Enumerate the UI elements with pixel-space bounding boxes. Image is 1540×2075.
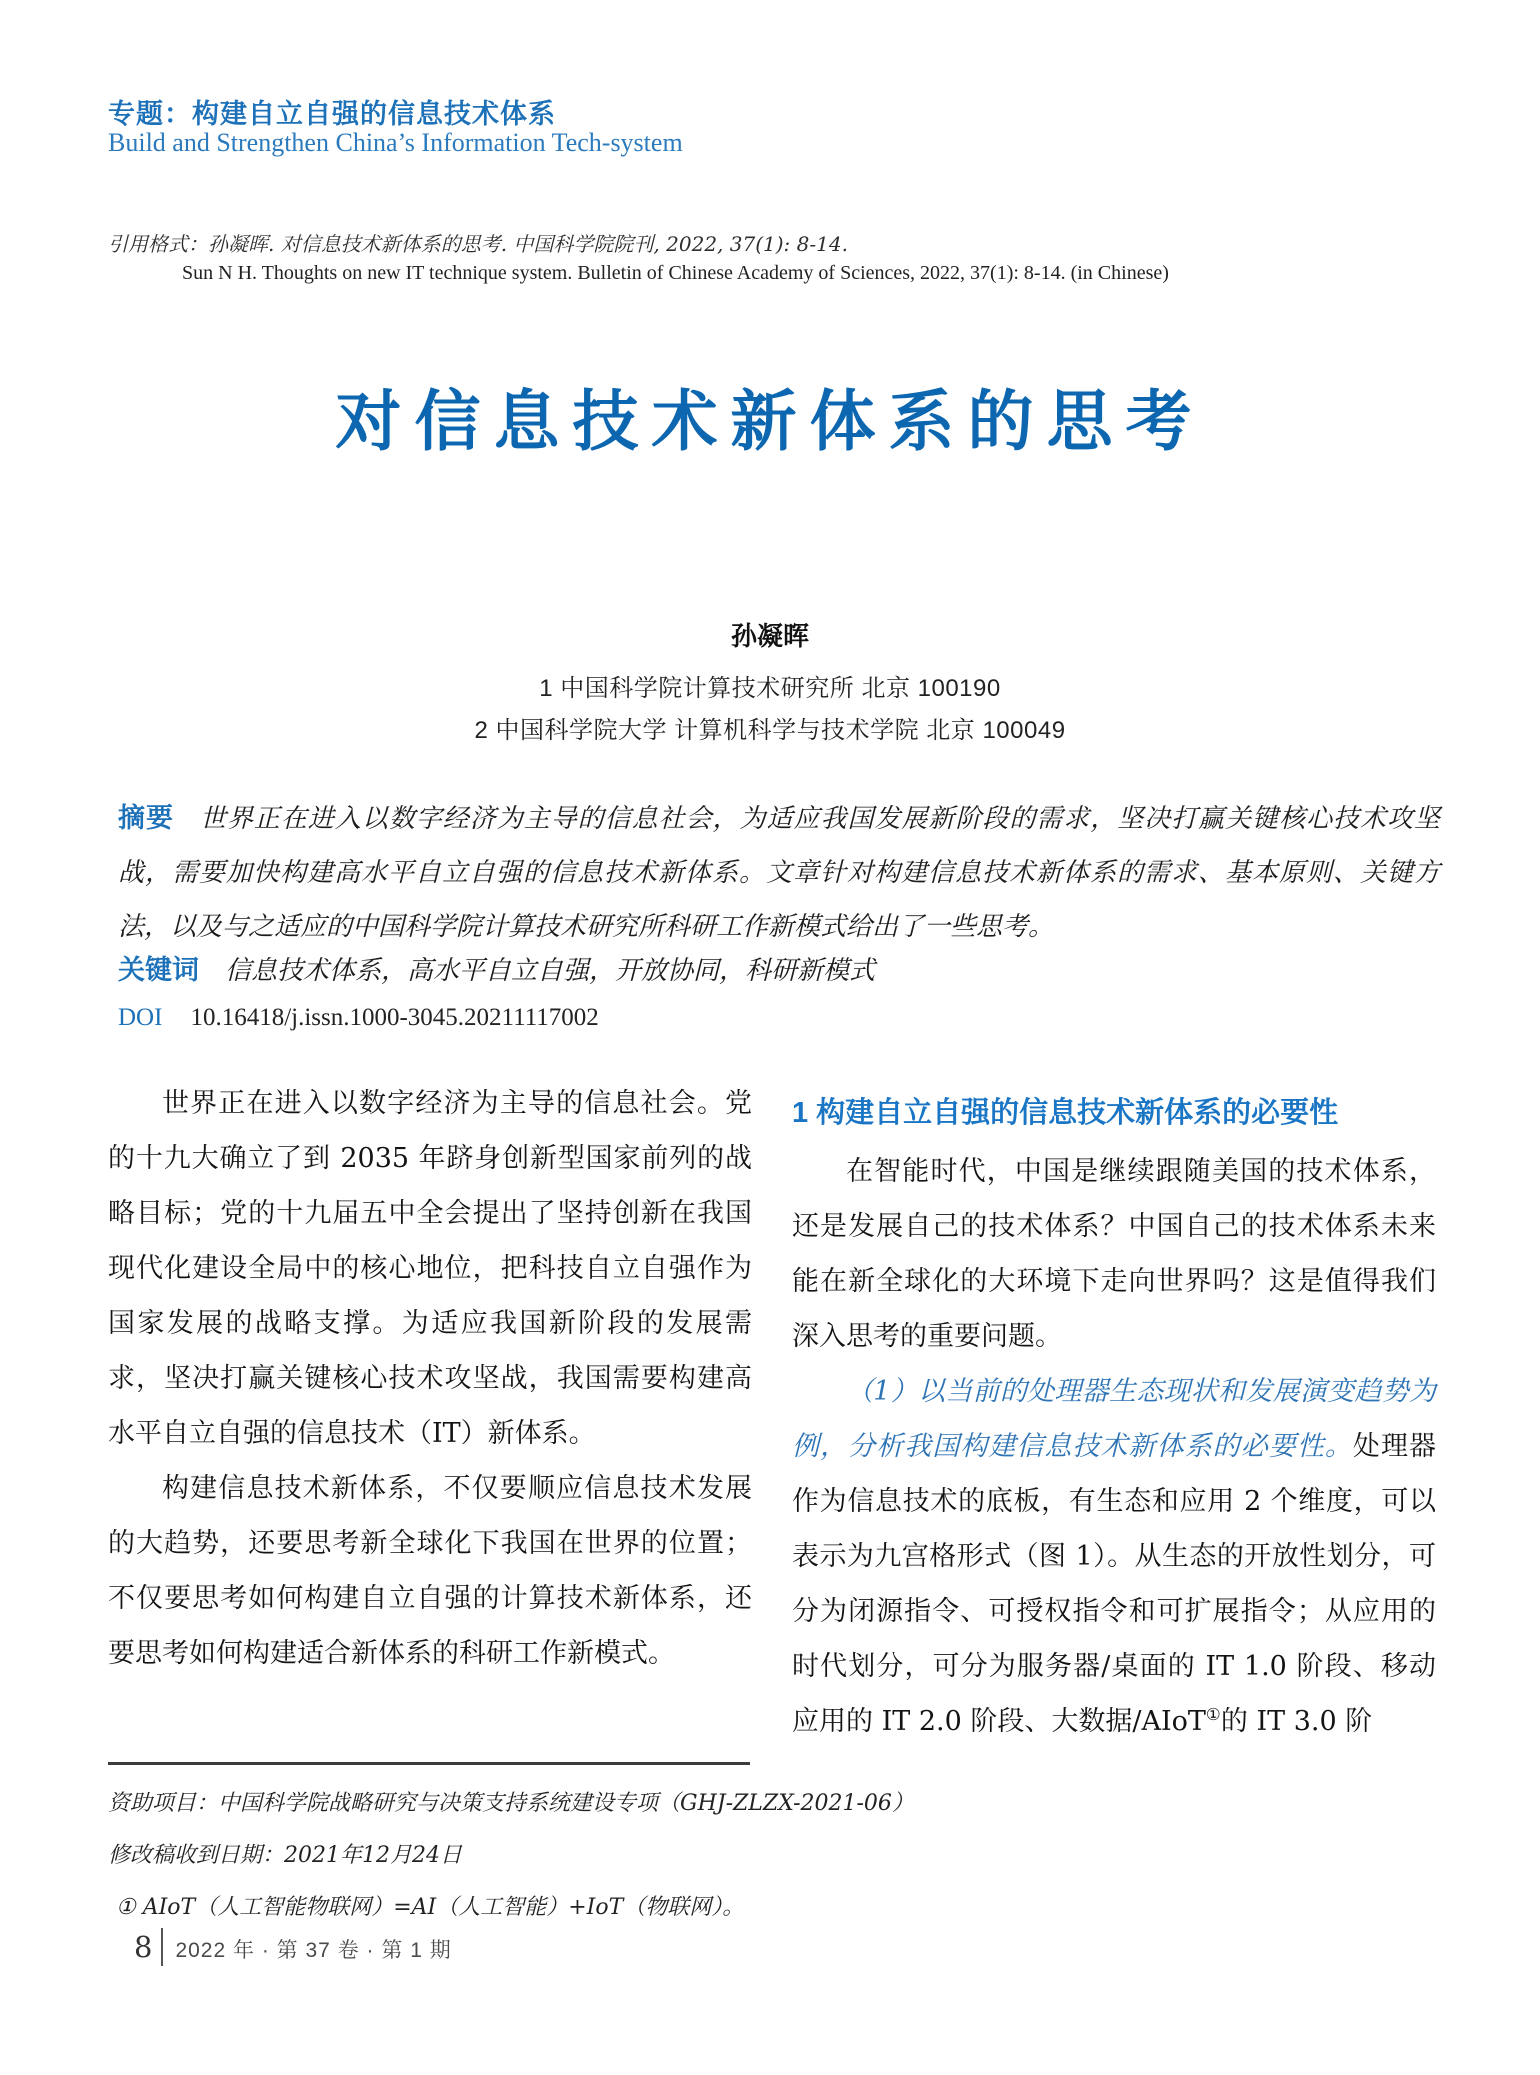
paragraph-build-system: 构建信息技术新体系，不仅要顺应信息技术发展的大趋势，还要思考新全球化下我国在世界的位置；不仅要思考如何构建自立自强的计算技术新体系，还要思考如何构建适合新体系的科研工作新模式。	[108, 1473, 752, 1669]
citation-line-en: Sun N H. Thoughts on new IT technique system. Bulletin of Chinese Academy of Sciences, 2022, 37(1): 8-14. (in Chinese)	[182, 262, 1169, 284]
footer-divider-bar	[161, 1928, 163, 1966]
paragraph-lead-blue: （1）以当前的处理器生态现状和发展演变趋势为例，分析我国构建信息技术新体系的必要性。	[792, 1376, 1436, 1462]
paragraph-intro: 世界正在进入以数字经济为主导的信息社会。党的十九大确立了到 2035 年跻身创新型国家前列的战略目标；党的十九届五中全会提出了坚持创新在我国现代化建设全局中的核心地位，把科技自立自强作为国家发展的战略支撑。为适应我国新阶段的发展需求，坚决打赢关键核心技术攻坚战，我国需要构建高水平自立自强的信息技术（IT）新体系。	[108, 1088, 752, 1449]
paragraph-processor-body: 处理器作为信息技术的底板，有生态和应用 2 个维度，可以表示为九宫格形式（图 1）。从生态的开放性划分，可分为闭源指令、可授权指令和可扩展指令；从应用的时代划分，可分为服务器/桌面的 IT 1.0 阶段、移动应用的 IT 2.0 阶段、大数据/AIoT	[792, 1431, 1437, 1737]
paragraph-smart-era: 在智能时代，中国是继续跟随美国的技术体系，还是发展自己的技术体系？中国自己的技术体系未来能在新全球化的大环境下走向世界吗？这是值得我们深入思考的重要问题。	[792, 1156, 1436, 1352]
author-name: 孙凝晖	[730, 621, 809, 651]
keywords-text: 信息技术体系，高水平自立自强，开放协同，科研新模式	[225, 956, 876, 986]
body-columns	[108, 1076, 1436, 1749]
keywords-label: 关键词	[118, 955, 199, 985]
footnote-divider	[108, 1762, 750, 1765]
aiot-footnote: ① AIoT（人工智能物联网）=AI（人工智能）+IoT（物联网）。	[116, 1895, 745, 1920]
funding-note: 资助项目：中国科学院战略研究与决策支持系统建设专项（GHJ-ZLZX-2021-06）	[108, 1791, 914, 1816]
paragraph-processor-ecosystem	[792, 1364, 1436, 1749]
page-number: 8	[134, 1930, 153, 1964]
footnote-ref-1: ①	[1205, 1704, 1221, 1724]
revision-date-note: 修改稿收到日期：2021年12月24日	[108, 1843, 462, 1868]
paragraph-processor-tail: 的 IT 3.0 阶	[1220, 1706, 1373, 1737]
body-right-column	[792, 1076, 1436, 1749]
citation-line-cn: 孙凝晖. 对信息技术新体系的思考. 中国科学院院刊, 2022, 37(1): 8-14.	[208, 232, 848, 256]
citation-label: 引用格式：	[108, 232, 208, 256]
abstract-label: 摘要	[118, 803, 174, 833]
affiliation-1: 1 中国科学院计算技术研究所 北京 100190	[539, 675, 1001, 702]
page-footer	[134, 1928, 452, 1966]
doi-label: DOI	[118, 1004, 163, 1031]
footnotes-block	[108, 1778, 1436, 1934]
doi-block	[118, 1004, 1440, 1032]
affiliation-2: 2 中国科学院大学 计算机科学与技术学院 北京 100049	[474, 717, 1066, 744]
doi-value: 10.16418/j.issn.1000-3045.20211117002	[190, 1004, 599, 1031]
citation-block	[108, 230, 1308, 288]
topic-heading-cn: 专题：构建自立自强的信息技术体系	[108, 99, 556, 129]
keywords-block	[118, 948, 1440, 987]
section-1-heading: 1 构建自立自强的信息技术新体系的必要性	[792, 1097, 1339, 1129]
article-title: 对信息技术新体系的思考	[335, 384, 1205, 458]
abstract-text: 世界正在进入以数字经济为主导的信息社会，为适应我国发展新阶段的需求，坚决打赢关键核心技术攻坚战，需要加快构建高水平自立自强的信息技术新体系。文章针对构建信息技术新体系的需求、基本原则、关键方法，以及与之适应的中国科学院计算技术研究所科研工作新模式给出了一些思考。	[118, 804, 1440, 942]
body-left-column	[108, 1076, 752, 1749]
journal-issue: 2022 年 · 第 37 卷 · 第 1 期	[175, 1939, 452, 1962]
topic-heading-en: Build and Strengthen China’s Information Tech-system	[108, 128, 683, 157]
abstract-block	[118, 791, 1440, 954]
